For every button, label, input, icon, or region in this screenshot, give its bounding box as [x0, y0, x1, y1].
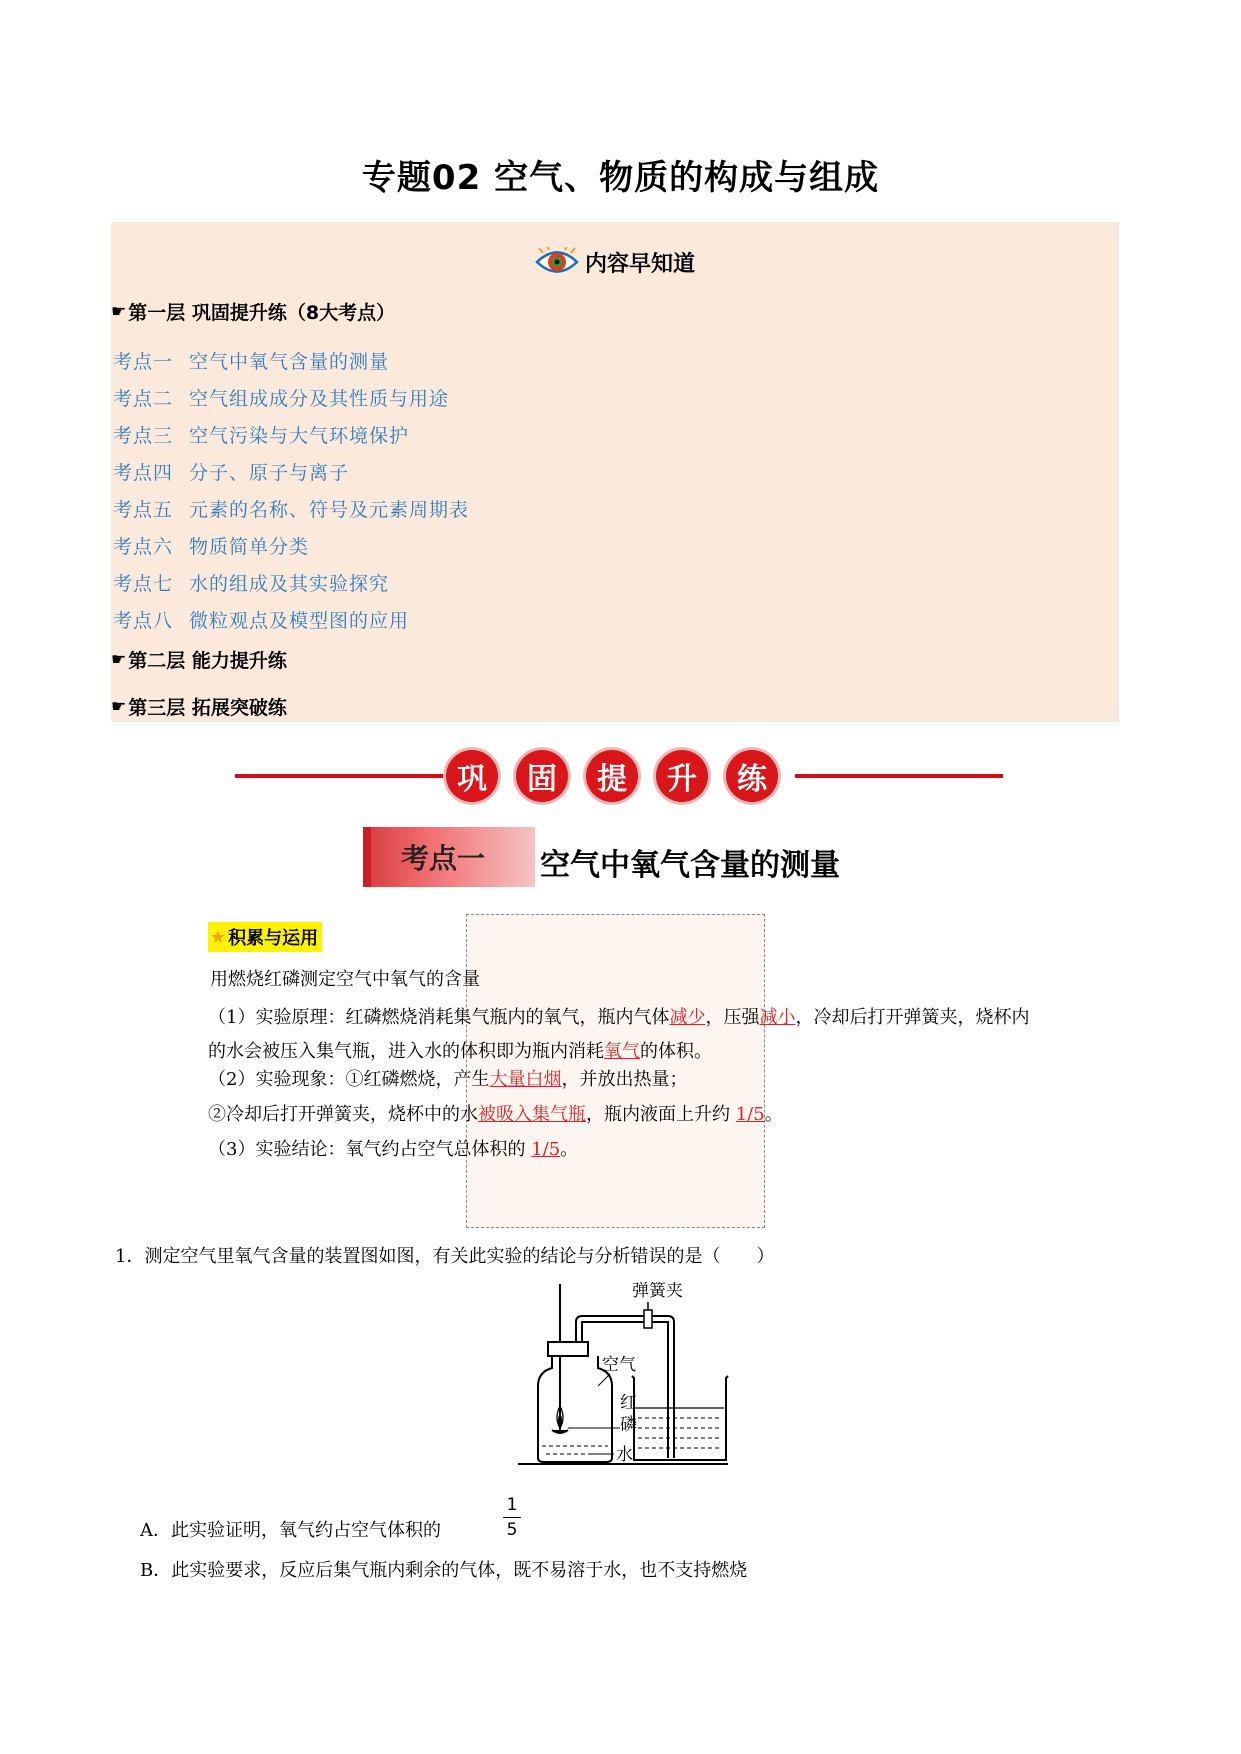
option-b[interactable]: B．此实验要求，反应后集气瓶内剩余的气体，既不易溶于水，也不支持燃烧: [140, 1560, 748, 1581]
toc-item-3[interactable]: 考点三 空气污染与大气环境保护: [113, 425, 410, 447]
toc-item-4[interactable]: 考点四 分子、原子与离子: [113, 462, 350, 484]
section-title: 空气中氧气含量的测量: [540, 848, 840, 883]
banner-char-3: 提: [586, 750, 638, 802]
answer-blank: 被吸入集气瓶: [478, 1104, 586, 1125]
answer-blank: 减小: [759, 1007, 796, 1028]
toc-box: [111, 222, 1119, 722]
banner-char-5: 练: [726, 750, 778, 802]
label-air: 空气: [602, 1355, 636, 1375]
star-icon: ★: [210, 926, 227, 948]
answer-blank: 1/5: [531, 1139, 561, 1160]
banner-char-2: 固: [516, 750, 568, 802]
toc-level-3-label: 第三层 拓展突破练: [128, 697, 287, 719]
section-badge: 考点一: [363, 827, 535, 887]
toc-item-7[interactable]: 考点七 水的组成及其实验探究: [113, 573, 390, 595]
toc-level-2: [111, 646, 287, 673]
question-stem: 1．测定空气里氧气含量的装置图如图，有关此实验的结论与分析错误的是（ ）: [115, 1246, 775, 1267]
toc-level-2-label: 第二层 能力提升练: [128, 650, 287, 672]
answer-blank: 减少: [669, 1007, 706, 1028]
toc-level-3: [111, 693, 287, 720]
banner-line-left: [235, 774, 445, 778]
label-red: 红: [620, 1393, 637, 1413]
banner-line-right: [795, 774, 1003, 778]
eye-icon: [535, 247, 579, 277]
fraction-bar: [503, 1517, 521, 1518]
answer-blank: 氧气: [604, 1041, 640, 1062]
answer-blank: 1/5: [735, 1104, 765, 1125]
option-a[interactable]: A．此实验证明，氧气约占空气体积的: [140, 1520, 441, 1541]
pointing-hand-icon: ☛: [111, 301, 127, 322]
toc-item-1[interactable]: 考点一 空气中氧气含量的测量: [113, 351, 390, 373]
knowledge-p3: ②冷却后打开弹簧夹，烧杯中的水被吸入集气瓶，瓶内液面上升约 1/5。: [208, 1104, 783, 1125]
banner-char-1: 巩: [446, 750, 498, 802]
knowledge-heading: 用燃烧红磷测定空气中氧气的含量: [210, 969, 480, 990]
toc-item-8[interactable]: 考点八 微粒观点及模型图的应用: [113, 610, 410, 632]
toc-level-1: [111, 298, 395, 325]
accumulate-tag: ★ 积累与运用: [208, 922, 322, 952]
page-title: 专题02 空气、物质的构成与组成: [361, 158, 880, 198]
banner-char-4: 升: [656, 750, 708, 802]
toc-header-text: 内容早知道: [584, 251, 695, 277]
apparatus-diagram: [510, 1282, 735, 1472]
pointing-hand-icon: ☛: [111, 696, 127, 717]
toc-item-6[interactable]: 考点六 物质简单分类: [113, 536, 310, 558]
label-phos: 磷: [620, 1415, 637, 1435]
toc-item-2[interactable]: 考点二 空气组成成分及其性质与用途: [113, 388, 450, 410]
answer-blank: 大量白烟: [489, 1069, 562, 1090]
label-water: 水: [616, 1445, 633, 1465]
fraction-one-fifth: 1 5: [501, 1494, 523, 1541]
toc-level-1-label: 第一层 巩固提升练（8大考点）: [128, 302, 396, 324]
knowledge-p2: （2）实验现象：①红磷燃烧，产生大量白烟，并放出热量；: [208, 1069, 688, 1090]
knowledge-p1: （1）实验原理：红磷燃烧消耗集气瓶内的氧气，瓶内气体减少，压强减小，冷却后打开弹簧夹，烧杯内 的水会被压入集气瓶，进入水的体积即为瓶内消耗氧气的体积。: [208, 1007, 1030, 1062]
label-clamp: 弹簧夹: [632, 1282, 683, 1301]
pointing-hand-icon: ☛: [111, 649, 127, 670]
toc-header: [111, 242, 1119, 282]
knowledge-p4: （3）实验结论：氧气约占空气总体积的 1/5。: [208, 1139, 579, 1160]
toc-item-5[interactable]: 考点五 元素的名称、符号及元素周期表: [113, 499, 470, 521]
